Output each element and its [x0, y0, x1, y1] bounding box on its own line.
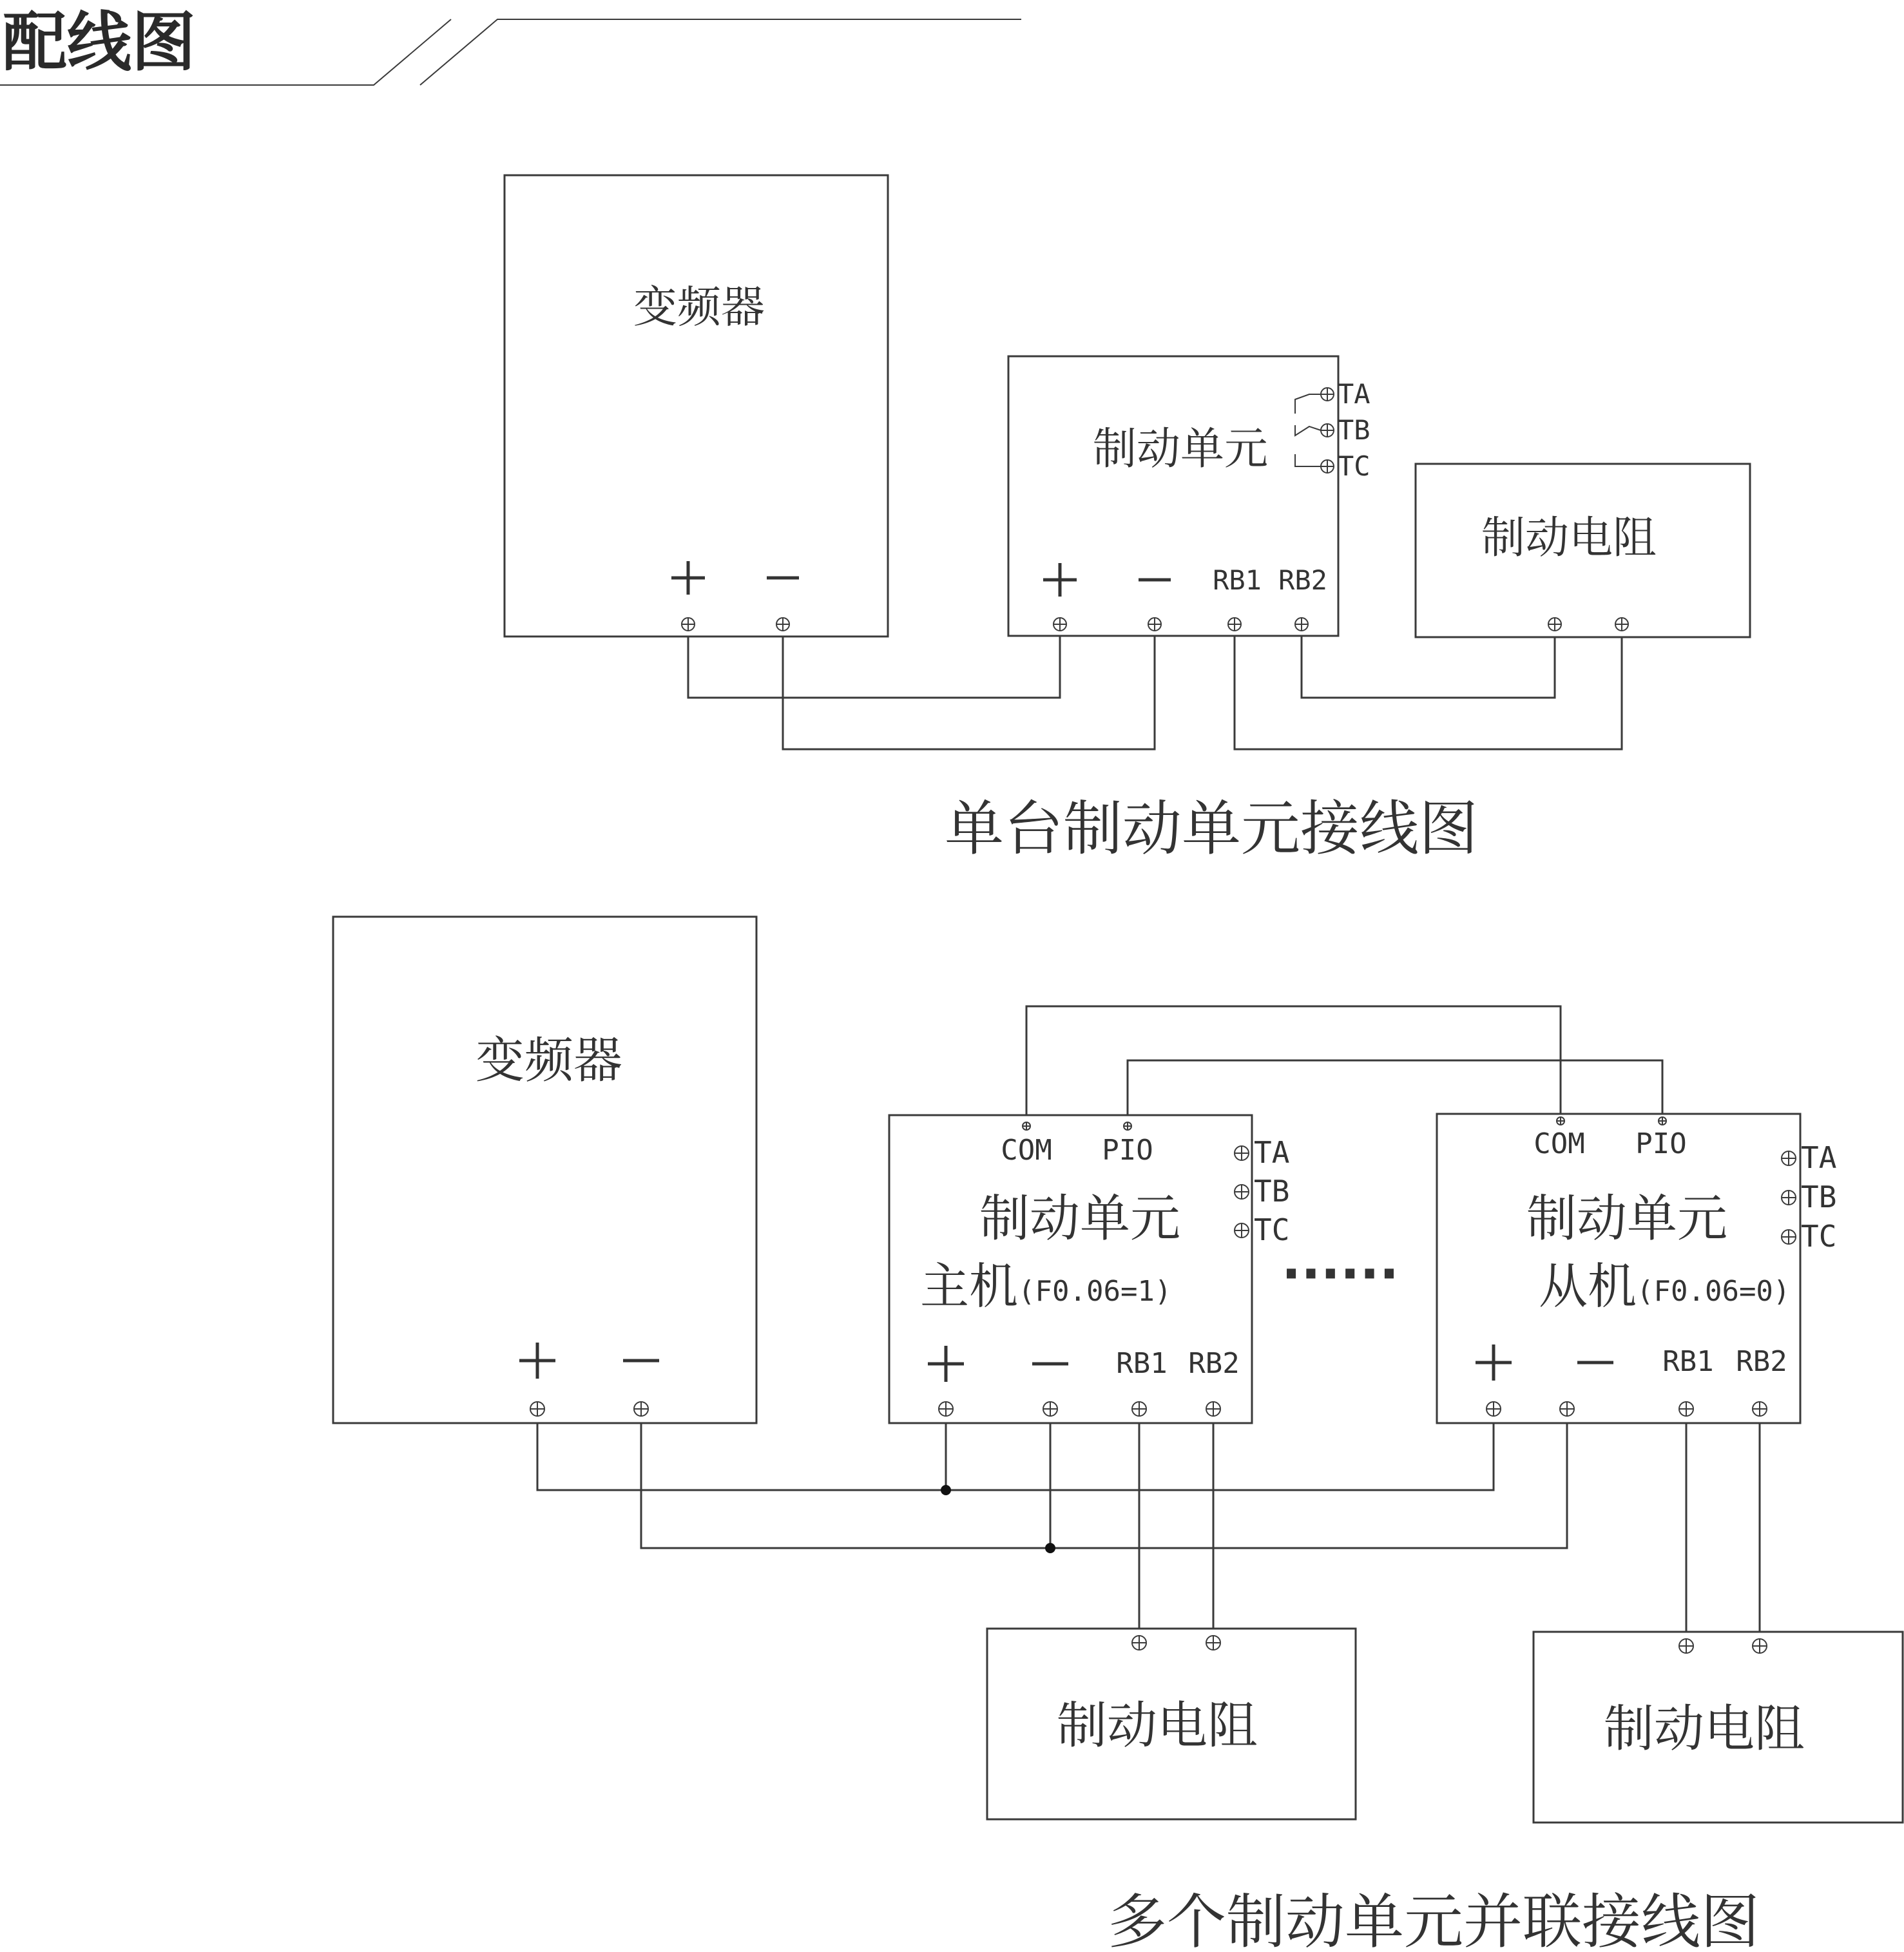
label-com: COM [1001, 1134, 1052, 1167]
slave-param: (F0.06=0) [1637, 1275, 1791, 1308]
terminal-resistor-a [1548, 618, 1561, 631]
terminal-resistor-a [1132, 1636, 1146, 1650]
junction-dot-plus [941, 1485, 951, 1495]
inverter-label: 变频器 [633, 282, 765, 333]
wire-minus-1 [783, 624, 1155, 749]
wire-rb1-1 [1235, 624, 1622, 749]
terminal-minus [634, 1402, 648, 1416]
terminal-minus [1560, 1402, 1574, 1416]
brake-unit-block [1008, 356, 1370, 636]
label-ta: TA [1338, 378, 1370, 410]
terminal-resistor-b [1206, 1636, 1220, 1650]
terminal-minus [1043, 1402, 1057, 1416]
brake-unit-label: 制动单元 [1092, 424, 1269, 475]
diagram-parallel-brake-units [333, 917, 1903, 1952]
master-param: (F0.06=1) [1018, 1275, 1172, 1308]
label-rb2: RB2 [1278, 564, 1327, 596]
inverter-box [333, 917, 756, 1423]
terminal-tb [1782, 1191, 1796, 1205]
terminal-plus [1053, 618, 1066, 631]
terminal-plus [530, 1402, 544, 1416]
terminal-tc [1235, 1223, 1249, 1238]
terminal-plus [1486, 1402, 1501, 1416]
terminal-pio [1659, 1117, 1666, 1125]
master-brake-unit-block [889, 1115, 1289, 1423]
label-tb: TB [1338, 414, 1370, 446]
slave-unit-label: 制动单元 [1526, 1190, 1728, 1248]
junction-dot-minus [1045, 1543, 1055, 1553]
terminal-ta [1235, 1146, 1249, 1160]
slave-brake-resistor-label: 制动电阻 [1603, 1700, 1805, 1758]
terminal-ta [1321, 388, 1334, 401]
inverter-label: 变频器 [476, 1031, 622, 1089]
terminal-pio [1124, 1122, 1131, 1130]
label-com: COM [1534, 1127, 1585, 1160]
terminal-minus [776, 618, 789, 631]
label-rb2: RB2 [1188, 1347, 1240, 1380]
terminal-minus [1148, 618, 1161, 631]
terminal-rb1 [1228, 618, 1241, 631]
slave-role: 从机 [1539, 1258, 1637, 1315]
ellipsis-more-units: ······ [1281, 1244, 1399, 1304]
brake-resistor-label: 制动电阻 [1481, 513, 1657, 564]
diagram1-caption: 单台制动单元接线图 [944, 794, 1479, 863]
label-rb1: RB1 [1213, 564, 1262, 596]
label-tb: TB [1254, 1174, 1290, 1209]
wire-minus-bus [641, 1409, 1567, 1548]
slave-brake-unit-block [1437, 1114, 1836, 1423]
terminal-tc [1782, 1230, 1796, 1244]
inverter-block [333, 917, 756, 1423]
terminal-com [1557, 1117, 1564, 1125]
label-tc: TC [1801, 1219, 1837, 1254]
terminal-com [1023, 1122, 1030, 1130]
slave-brake-resistor-block [1534, 1632, 1903, 1823]
inverter-block [505, 175, 888, 636]
label-tc: TC [1338, 450, 1370, 482]
label-tc: TC [1254, 1212, 1290, 1247]
inverter-box [505, 175, 888, 636]
master-brake-resistor-label: 制动电阻 [1056, 1697, 1258, 1755]
page-header [0, 5, 1021, 85]
terminal-rb1 [1679, 1402, 1693, 1416]
label-rb1: RB1 [1662, 1345, 1714, 1378]
label-rb1: RB1 [1116, 1347, 1168, 1380]
terminal-resistor-b [1753, 1639, 1767, 1653]
wire-com-bus [1026, 1006, 1561, 1124]
terminal-resistor-b [1615, 618, 1628, 631]
label-pio: PIO [1635, 1127, 1687, 1160]
terminal-rb2 [1206, 1402, 1220, 1416]
terminal-tb [1235, 1185, 1249, 1199]
diagram-single-brake-unit [505, 175, 1750, 863]
terminal-tc [1321, 460, 1334, 473]
terminal-tb [1321, 424, 1334, 437]
label-tb: TB [1801, 1180, 1837, 1214]
header-rule-right [420, 19, 1021, 85]
terminal-rb1 [1132, 1402, 1146, 1416]
terminal-rb2 [1295, 618, 1308, 631]
terminal-rb2 [1753, 1402, 1767, 1416]
terminal-plus [939, 1402, 953, 1416]
master-unit-label: 制动单元 [979, 1190, 1181, 1248]
master-brake-resistor-block [987, 1629, 1356, 1819]
master-role: 主机 [920, 1258, 1018, 1315]
label-ta: TA [1254, 1135, 1290, 1170]
terminal-ta [1782, 1151, 1796, 1165]
diagram2-caption: 多个制动单元并联接线图 [1107, 1888, 1760, 1952]
terminal-plus [682, 618, 695, 631]
page-title: 配线图 [3, 5, 196, 80]
label-pio: PIO [1102, 1134, 1153, 1167]
terminal-resistor-a [1679, 1639, 1693, 1653]
brake-resistor-block [1416, 464, 1750, 637]
label-rb2: RB2 [1736, 1345, 1787, 1378]
label-ta: TA [1801, 1140, 1837, 1175]
